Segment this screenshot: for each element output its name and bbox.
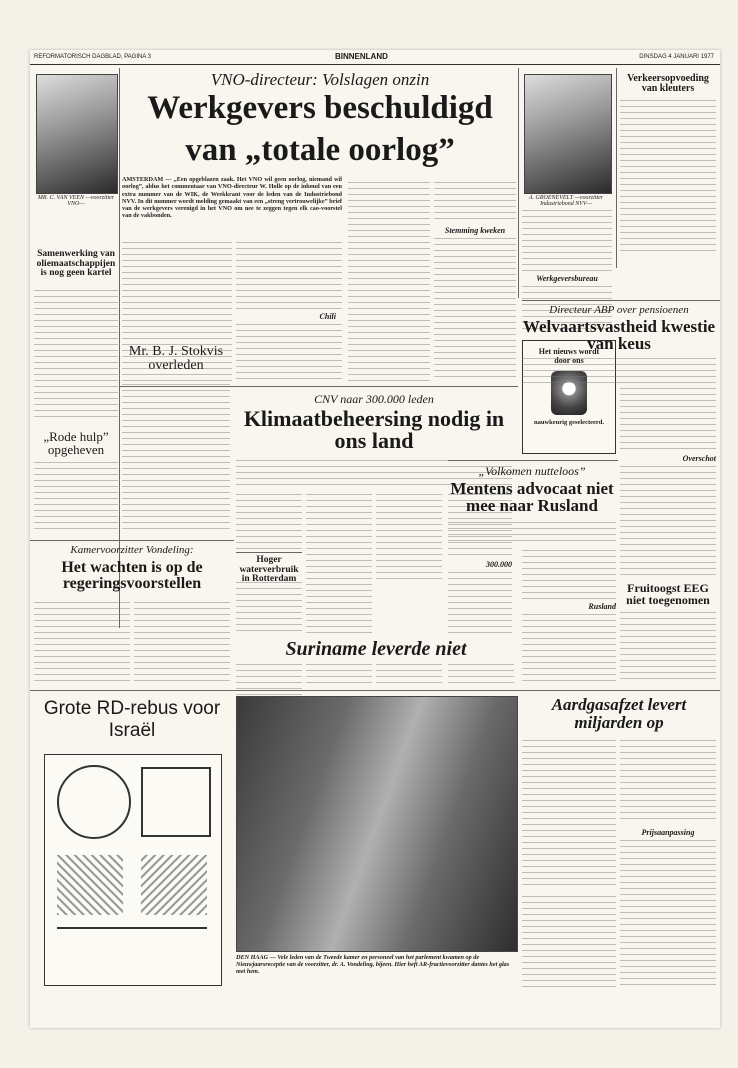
lead-body-col-4b bbox=[434, 238, 516, 382]
rebus-puzzle[interactable] bbox=[44, 754, 222, 986]
abp-body-3 bbox=[620, 466, 716, 578]
portrait-van-veen bbox=[36, 74, 118, 194]
vondeling-body-2 bbox=[134, 602, 230, 684]
reception-photo bbox=[236, 696, 518, 952]
cnv-kicker: CNV naar 300.000 leden bbox=[314, 392, 434, 406]
lead-body-col-3 bbox=[348, 182, 430, 382]
caption-van-veen: MR. C. VAN VEEN —voorzitter VNO— bbox=[37, 195, 115, 207]
body-verkeersopvoeding bbox=[620, 100, 716, 256]
vondeling-body-1 bbox=[34, 602, 130, 684]
vondeling-kicker: Kamervoorzitter Vondeling: bbox=[70, 544, 194, 556]
suriname-body-3 bbox=[448, 664, 514, 684]
abp-intro bbox=[522, 358, 716, 384]
lead-subhead-chili: Chili bbox=[319, 312, 336, 321]
vondeling-headline: Het wachten is op de regeringsvoorstellen bbox=[61, 559, 203, 592]
cnv-subhead-number: 300.000 bbox=[486, 560, 512, 569]
mentens-body-2 bbox=[522, 550, 616, 600]
headline-rode-hulp: „Rode hulp” opgeheven bbox=[43, 429, 109, 457]
abp-headline: Welvaartsvastheid kwestie van keus bbox=[522, 317, 716, 353]
advert-line-3: nauwkeurig geselecteerd. bbox=[533, 419, 605, 426]
masthead-section: BINNENLAND bbox=[335, 52, 388, 61]
mentens-headline: Mentens advocaat niet mee naar Rusland bbox=[450, 479, 614, 515]
aardgas-body-2 bbox=[620, 740, 716, 824]
aardgas-headline: Aardgasafzet levert miljarden op bbox=[551, 695, 687, 732]
cnv-body-1 bbox=[236, 494, 302, 550]
aardgas-intro bbox=[522, 740, 616, 890]
advert-line-1: Het nieuws wordt bbox=[538, 347, 600, 356]
headline-fruitoogst: Fruitoogst EEG niet toegenomen bbox=[626, 581, 710, 607]
headline-waterverbruik: Hoger waterverbruik in Rotterdam bbox=[239, 555, 299, 584]
masthead bbox=[30, 50, 720, 65]
masthead-date: DINSDAG 4 JANUARI 1977 bbox=[639, 54, 714, 60]
masthead-left: REFORMATORISCH DAGBLAD, PAGINA 3 bbox=[34, 54, 152, 60]
portrait-groenevelt bbox=[524, 74, 612, 194]
aardgas-body-4 bbox=[522, 896, 616, 990]
headline-stokvis: Mr. B. J. Stokvis overleden bbox=[128, 344, 224, 373]
mentens-intro bbox=[448, 522, 616, 546]
abp-subhead-overschot: Overschot bbox=[682, 454, 716, 463]
lead-headline-2: van „totale oorlog” bbox=[185, 132, 455, 168]
headline-oliemaatschappijen: Samenwerking van oliemaatschappijen is nog geen kartel bbox=[36, 249, 116, 278]
aardgas-subhead: Prijsaanpassing bbox=[641, 828, 695, 837]
headline-verkeersopvoeding: Verkeersopvoeding van kleuters bbox=[627, 73, 709, 94]
lead-subhead-stemming: Stemming kweken bbox=[444, 226, 506, 235]
rebus-picture-4 bbox=[57, 927, 207, 975]
reception-caption: DEN HAAG — Vele leden van de Tweede kamer en personeel van het parlement kwamen op de Nieuwjaarsreceptie van de voorzitter, dr. A. Vondeling, bijeen. Hier heft AR-fractievoorzitter dantes het glas met hem. bbox=[236, 954, 510, 976]
aardgas-body-3 bbox=[620, 840, 716, 990]
mentens-kicker: „Volkomen nutteloos” bbox=[478, 464, 586, 478]
body-stokvis bbox=[122, 384, 230, 534]
suriname-body-1 bbox=[306, 664, 372, 684]
body-fruitoogst bbox=[620, 612, 716, 684]
cnv-body-4 bbox=[448, 572, 512, 634]
lead-body-col-2 bbox=[236, 242, 342, 310]
caption-groenevelt: A. GROENEVELT —voorzitter Industriebond NVV— bbox=[528, 195, 604, 207]
suriname-headline: Suriname leverde niet bbox=[285, 638, 467, 660]
abp-body-2 bbox=[620, 388, 716, 452]
body-rode-hulp bbox=[34, 462, 118, 532]
cnv-body-2 bbox=[306, 494, 372, 634]
rebus-picture-1 bbox=[141, 767, 211, 837]
rebus-headline: Grote RD-rebus voor Israël bbox=[43, 698, 221, 741]
mentens-subhead-rusland: Rusland bbox=[588, 602, 616, 611]
mentens-body-3 bbox=[522, 614, 616, 684]
advert-line-2: door ons bbox=[554, 356, 584, 365]
cnv-body-3 bbox=[376, 494, 442, 580]
lead-subhead-werkgeversbureau: Werkgeversbureau bbox=[536, 274, 598, 283]
body-waterverbruik bbox=[236, 582, 302, 634]
suriname-body-2 bbox=[376, 664, 442, 684]
rebus-picture-3 bbox=[141, 855, 207, 915]
lead-body-col-2b bbox=[236, 324, 342, 382]
abp-kicker: Directeur ABP over pensioenen bbox=[549, 304, 689, 316]
lead-intro: AMSTERDAM — „Een opgeblazen zaak. Het VNO wil geen oorlog, niemand wil oorlog”, aldus het commentaar van VNO-directeur W. Holle op de inhoud van een extra nummer van de WIK, de Weekkrant voor de leden van de Industriebond NVV. In dit nummer wordt melding gemaakt van een „streng vertrouwelijke” brief van de werkgevers verenigd in het VNO om nee te zeggen tegen elk cao-voorstel van de vakbonden. bbox=[122, 176, 342, 220]
lead-body-col-5 bbox=[522, 210, 612, 272]
body-oliemaatschappijen bbox=[34, 290, 118, 422]
lead-kicker: VNO-directeur: Volslagen onzin bbox=[210, 70, 430, 89]
rebus-circle-ornament bbox=[57, 765, 131, 839]
cnv-headline: Klimaatbeheersing nodig in ons land bbox=[243, 406, 505, 453]
newspaper-page bbox=[30, 50, 720, 1028]
lead-body-col-4 bbox=[434, 182, 516, 222]
lead-headline-1: Werkgevers beschuldigd bbox=[147, 90, 493, 126]
rebus-picture-2 bbox=[57, 855, 123, 915]
